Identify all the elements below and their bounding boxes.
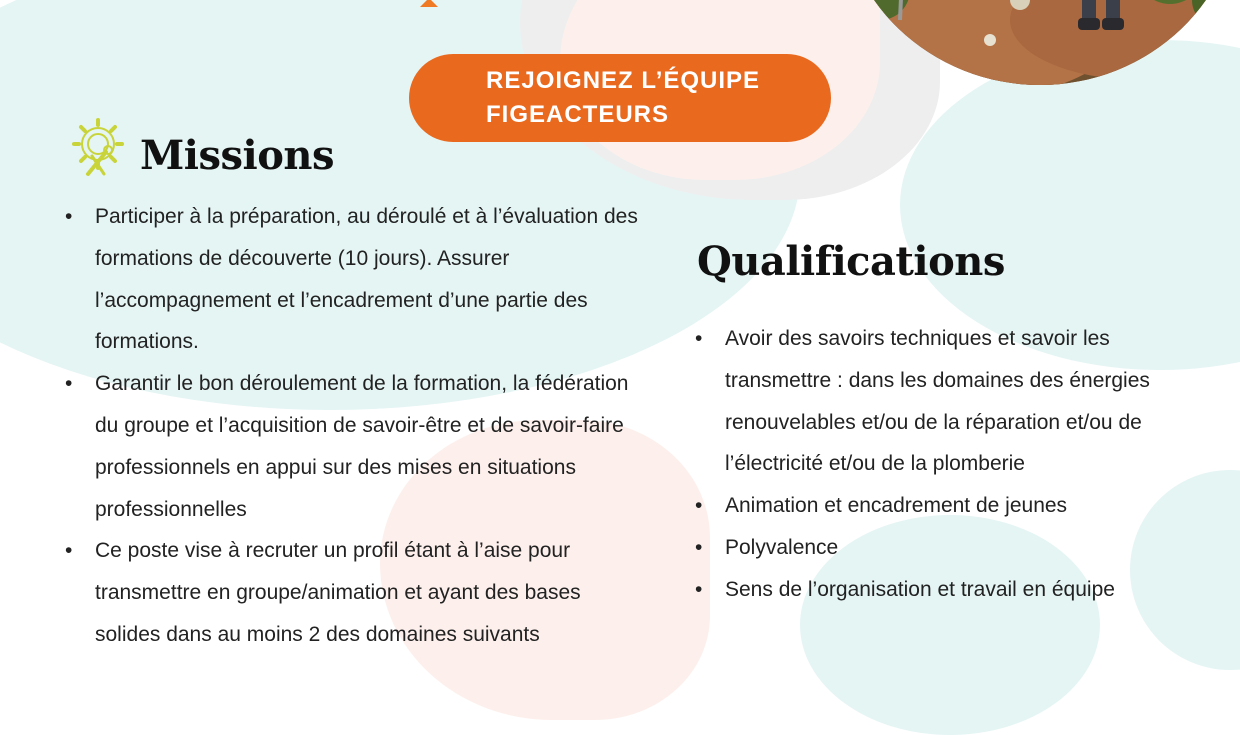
qualifications-item: • Animation et encadrement de jeunes [695, 485, 1175, 527]
join-team-line2: FIGEACTEURS [486, 101, 670, 128]
missions-heading: Missions [140, 132, 334, 179]
qualifications-item: • Polyvalence [695, 527, 1175, 569]
missions-item: • Participer à la préparation, au déroulé et à l’évaluation des formations de découverte (10 jours). Assurer l’accompagnement et l’encadrement d’une partie des formations. [65, 196, 645, 363]
join-team-line1: REJOIGNEZ L’ÉQUIPE [486, 67, 761, 94]
gear-wrench-icon [70, 116, 126, 180]
missions-item: • Garantir le bon déroulement de la formation, la fédération du groupe et l’acquisition de savoir-être et de savoir-faire professionnels en appui sur des mises en situations professionnelles [65, 363, 645, 530]
missions-list [65, 196, 645, 656]
decorative-triangle [420, 0, 438, 7]
qualifications-item: • Sens de l’organisation et travail en équipe [695, 569, 1175, 611]
join-team-button[interactable] [409, 54, 831, 142]
missions-item: • Ce poste vise à recruter un profil étant à l’aise pour transmettre en groupe/animation et ayant des bases solides dans au moins 2 des domaines suivants [65, 530, 645, 655]
qualifications-item: • Avoir des savoirs techniques et savoir les transmettre : dans les domaines des énergies renouvelables et/ou de la réparation et/ou de l’électricité et/ou de la plomberie [695, 318, 1175, 485]
qualifications-heading: Qualifications [697, 238, 1005, 285]
qualifications-list [695, 318, 1175, 611]
